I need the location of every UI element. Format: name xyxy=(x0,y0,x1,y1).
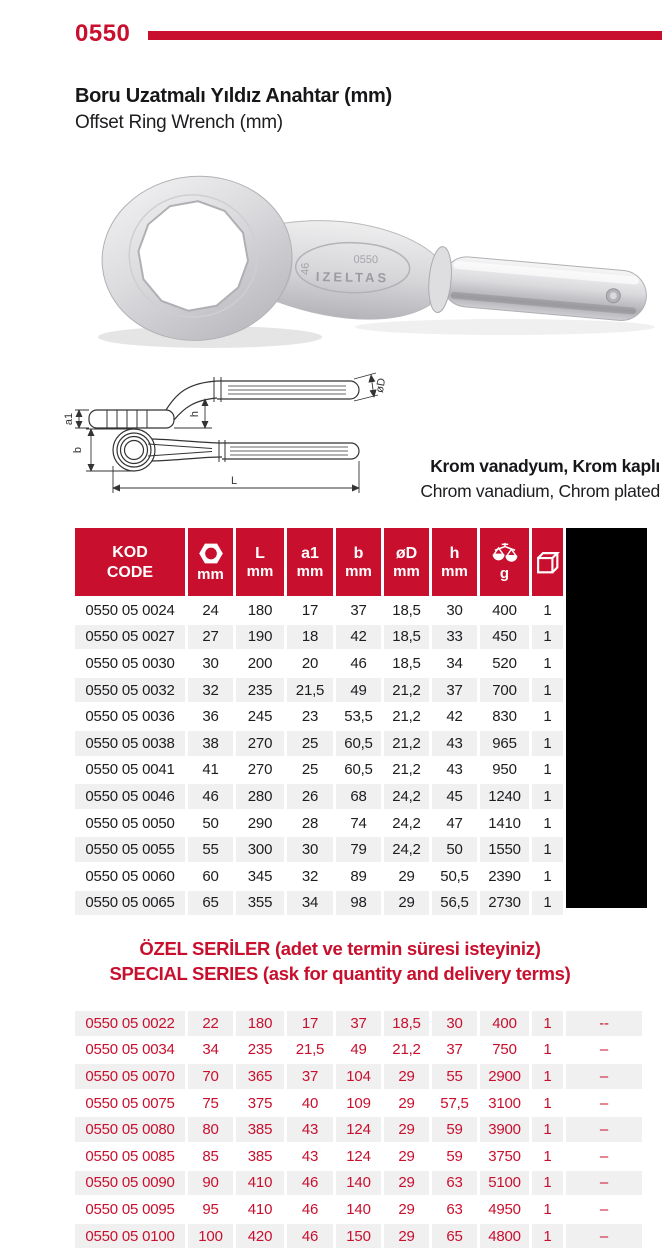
row-code-cell: 0550 05 0022 xyxy=(75,1011,185,1036)
row-value-cell: 36 xyxy=(188,704,233,729)
row-code-cell: 0550 05 0024 xyxy=(75,598,185,623)
row-value-cell: 1410 xyxy=(480,811,529,836)
special-series-table xyxy=(75,1011,642,1248)
row-value-cell: 50 xyxy=(432,837,477,862)
row-value-cell: 98 xyxy=(336,891,381,916)
row-value-cell: 1 xyxy=(532,1224,563,1249)
special-heading-en: SPECIAL SERIES (ask for quantity and delivery terms) xyxy=(109,963,571,984)
row-value-cell: 27 xyxy=(188,625,233,650)
row-value-cell: 1 xyxy=(532,1171,563,1196)
row-value-cell: 1 xyxy=(532,1038,563,1063)
row-value-cell: 29 xyxy=(384,1224,429,1249)
row-value-cell: 1 xyxy=(532,651,563,676)
row-value-cell: 65 xyxy=(432,1224,477,1249)
header-packaging xyxy=(532,528,563,596)
row-value-cell: 25 xyxy=(287,758,333,783)
row-code-cell: 0550 05 0046 xyxy=(75,784,185,809)
row-value-cell: 37 xyxy=(336,598,381,623)
row-value-cell: 37 xyxy=(287,1064,333,1089)
dim-label-a1: a1 xyxy=(63,412,75,426)
row-value-cell: 59 xyxy=(432,1117,477,1142)
row-value-cell: 18,5 xyxy=(384,651,429,676)
row-value-cell: 30 xyxy=(188,651,233,676)
row-value-cell: 180 xyxy=(236,1011,284,1036)
row-value-cell: 95 xyxy=(188,1197,233,1222)
row-value-cell: 520 xyxy=(480,651,529,676)
row-value-cell: 750 xyxy=(480,1038,529,1063)
row-value-cell: 2900 xyxy=(480,1064,529,1089)
row-value-cell: 124 xyxy=(336,1117,381,1142)
row-value-cell: 29 xyxy=(384,891,429,916)
row-value-cell: 1240 xyxy=(480,784,529,809)
header-size: mm xyxy=(188,528,233,596)
row-value-cell: 21,2 xyxy=(384,758,429,783)
row-value-cell: 30 xyxy=(432,1011,477,1036)
special-table-body xyxy=(75,1011,642,1248)
row-value-cell: 33 xyxy=(432,625,477,650)
row-value-cell: 1 xyxy=(532,1064,563,1089)
row-value-cell: 29 xyxy=(384,1171,429,1196)
material-tr: Krom vanadyum, Krom kaplı xyxy=(430,456,660,476)
row-value-cell: – xyxy=(566,1144,642,1169)
row-value-cell: 23 xyxy=(287,704,333,729)
row-value-cell: 21,2 xyxy=(384,704,429,729)
row-value-cell: 46 xyxy=(287,1171,333,1196)
row-code-cell: 0550 05 0090 xyxy=(75,1171,185,1196)
row-code-cell: 0550 05 0080 xyxy=(75,1117,185,1142)
main-table-body xyxy=(75,598,563,915)
material-note xyxy=(300,454,660,504)
drawing-ring-side xyxy=(89,410,174,428)
row-value-cell: 1 xyxy=(532,758,563,783)
row-value-cell: 80 xyxy=(188,1117,233,1142)
row-value-cell: 24 xyxy=(188,598,233,623)
dim-label-b: b xyxy=(72,446,84,454)
header-L: L mm xyxy=(236,528,284,596)
special-heading-tr: ÖZEL SERİLER (adet ve termin süresi isteyiniz) xyxy=(139,938,541,959)
row-code-cell: 0550 05 0032 xyxy=(75,678,185,703)
header-rule xyxy=(148,31,662,40)
row-value-cell: 79 xyxy=(336,837,381,862)
row-value-cell: 63 xyxy=(432,1171,477,1196)
row-value-cell: 290 xyxy=(236,811,284,836)
row-value-cell: 30 xyxy=(432,598,477,623)
row-value-cell: 29 xyxy=(384,1064,429,1089)
row-value-cell: 29 xyxy=(384,1117,429,1142)
row-value-cell: 74 xyxy=(336,811,381,836)
row-code-cell: 0550 05 0070 xyxy=(75,1064,185,1089)
row-value-cell: 365 xyxy=(236,1064,284,1089)
row-value-cell: 355 xyxy=(236,891,284,916)
row-code-cell: 0550 05 0055 xyxy=(75,837,185,862)
row-value-cell: 46 xyxy=(287,1224,333,1249)
row-value-cell: 24,2 xyxy=(384,784,429,809)
row-value-cell: 280 xyxy=(236,784,284,809)
row-value-cell: 345 xyxy=(236,864,284,889)
row-code-cell: 0550 05 0036 xyxy=(75,704,185,729)
row-value-cell: 18,5 xyxy=(384,625,429,650)
row-value-cell: 1 xyxy=(532,837,563,862)
row-value-cell: 40 xyxy=(287,1091,333,1116)
row-value-cell: 385 xyxy=(236,1144,284,1169)
row-code-cell: 0550 05 0027 xyxy=(75,625,185,650)
row-value-cell: 3750 xyxy=(480,1144,529,1169)
dim-label-oD: øD xyxy=(373,377,389,394)
row-value-cell: 18 xyxy=(287,625,333,650)
row-value-cell: 29 xyxy=(384,1091,429,1116)
row-value-cell: 1 xyxy=(532,625,563,650)
page-code: 0550 xyxy=(75,20,131,47)
row-value-cell: 420 xyxy=(236,1224,284,1249)
stamp-size: 46 xyxy=(299,262,312,276)
row-value-cell: 63 xyxy=(432,1197,477,1222)
header-weight: g xyxy=(480,528,529,596)
row-value-cell: 270 xyxy=(236,731,284,756)
spec-table-header xyxy=(75,528,563,596)
hex-nut-icon xyxy=(198,542,224,565)
row-value-cell: 700 xyxy=(480,678,529,703)
row-value-cell: 190 xyxy=(236,625,284,650)
row-value-cell: 46 xyxy=(188,784,233,809)
row-value-cell: 20 xyxy=(287,651,333,676)
row-value-cell: 43 xyxy=(432,731,477,756)
spec-table xyxy=(75,528,563,915)
row-value-cell: 75 xyxy=(188,1091,233,1116)
row-value-cell: 1550 xyxy=(480,837,529,862)
row-value-cell: 21,2 xyxy=(384,1038,429,1063)
row-value-cell: 100 xyxy=(188,1224,233,1249)
row-value-cell: 140 xyxy=(336,1197,381,1222)
row-value-cell: 235 xyxy=(236,678,284,703)
row-value-cell: 65 xyxy=(188,891,233,916)
row-value-cell: 22 xyxy=(188,1011,233,1036)
row-value-cell: 89 xyxy=(336,864,381,889)
dim-label-h: h xyxy=(189,410,201,418)
row-value-cell: 38 xyxy=(188,731,233,756)
row-value-cell: 50,5 xyxy=(432,864,477,889)
row-value-cell: 21,2 xyxy=(384,731,429,756)
row-value-cell: 60,5 xyxy=(336,758,381,783)
row-value-cell: 270 xyxy=(236,758,284,783)
row-value-cell: 90 xyxy=(188,1171,233,1196)
row-value-cell: 400 xyxy=(480,598,529,623)
row-value-cell: 2390 xyxy=(480,864,529,889)
row-value-cell: 49 xyxy=(336,678,381,703)
row-value-cell: 950 xyxy=(480,758,529,783)
row-value-cell: 1 xyxy=(532,1091,563,1116)
row-value-cell: – xyxy=(566,1224,642,1249)
product-title-tr: Boru Uzatmalı Yıldız Anahtar (mm) xyxy=(75,85,392,107)
row-value-cell: 17 xyxy=(287,1011,333,1036)
row-value-cell: – xyxy=(566,1038,642,1063)
row-value-cell: 235 xyxy=(236,1038,284,1063)
row-value-cell: 1 xyxy=(532,891,563,916)
row-value-cell: 4950 xyxy=(480,1197,529,1222)
product-photo-wrench xyxy=(85,166,660,358)
row-value-cell: 68 xyxy=(336,784,381,809)
row-code-cell: 0550 05 0034 xyxy=(75,1038,185,1063)
row-value-cell: 41 xyxy=(188,758,233,783)
row-value-cell: 25 xyxy=(287,731,333,756)
row-value-cell: 37 xyxy=(336,1011,381,1036)
row-value-cell: 24,2 xyxy=(384,811,429,836)
row-value-cell: 60 xyxy=(188,864,233,889)
row-value-cell: 45 xyxy=(432,784,477,809)
row-value-cell: 21,5 xyxy=(287,678,333,703)
row-value-cell: – xyxy=(566,1064,642,1089)
row-value-cell: 26 xyxy=(287,784,333,809)
row-value-cell: 43 xyxy=(287,1144,333,1169)
scales-icon xyxy=(490,542,520,564)
drawing-ring-top xyxy=(113,429,155,471)
row-value-cell: 49 xyxy=(336,1038,381,1063)
row-value-cell: 375 xyxy=(236,1091,284,1116)
row-value-cell: 34 xyxy=(432,651,477,676)
header-a1: a1 mm xyxy=(287,528,333,596)
row-value-cell: – xyxy=(566,1197,642,1222)
row-code-cell: 0550 05 0075 xyxy=(75,1091,185,1116)
dim-label-L: L xyxy=(230,475,238,487)
row-value-cell: 1 xyxy=(532,731,563,756)
row-value-cell: 4800 xyxy=(480,1224,529,1249)
row-value-cell: 200 xyxy=(236,651,284,676)
package-icon xyxy=(535,550,560,575)
row-code-cell: 0550 05 0041 xyxy=(75,758,185,783)
row-value-cell: 1 xyxy=(532,811,563,836)
row-value-cell: 42 xyxy=(336,625,381,650)
header-oD: øD mm xyxy=(384,528,429,596)
row-value-cell: 53,5 xyxy=(336,704,381,729)
row-value-cell: 37 xyxy=(432,1038,477,1063)
row-value-cell: 28 xyxy=(287,811,333,836)
row-value-cell: 43 xyxy=(287,1117,333,1142)
row-value-cell: 57,5 xyxy=(432,1091,477,1116)
row-value-cell: – xyxy=(566,1171,642,1196)
row-value-cell: 965 xyxy=(480,731,529,756)
row-value-cell: 1 xyxy=(532,784,563,809)
row-value-cell: – xyxy=(566,1117,642,1142)
row-value-cell: 385 xyxy=(236,1117,284,1142)
header-b: b mm xyxy=(336,528,381,596)
row-value-cell: 140 xyxy=(336,1171,381,1196)
row-value-cell: 1 xyxy=(532,864,563,889)
row-value-cell: 43 xyxy=(432,758,477,783)
row-value-cell: 50 xyxy=(188,811,233,836)
row-code-cell: 0550 05 0038 xyxy=(75,731,185,756)
row-value-cell: 46 xyxy=(336,651,381,676)
row-value-cell: 1 xyxy=(532,598,563,623)
row-code-cell: 0550 05 0050 xyxy=(75,811,185,836)
row-value-cell: 1 xyxy=(532,704,563,729)
row-value-cell: 47 xyxy=(432,811,477,836)
row-value-cell: 85 xyxy=(188,1144,233,1169)
header-code: KOD CODE xyxy=(75,528,185,596)
row-value-cell: 1 xyxy=(532,1197,563,1222)
row-value-cell: 124 xyxy=(336,1144,381,1169)
row-value-cell: 180 xyxy=(236,598,284,623)
row-value-cell: 70 xyxy=(188,1064,233,1089)
row-value-cell: 56,5 xyxy=(432,891,477,916)
product-title-en: Offset Ring Wrench (mm) xyxy=(75,112,283,133)
row-value-cell: 104 xyxy=(336,1064,381,1089)
row-value-cell: 5100 xyxy=(480,1171,529,1196)
row-value-cell: 150 xyxy=(336,1224,381,1249)
row-value-cell: 46 xyxy=(287,1197,333,1222)
row-value-cell: 24,2 xyxy=(384,837,429,862)
special-series-heading xyxy=(40,936,640,986)
row-value-cell: 400 xyxy=(480,1011,529,1036)
row-value-cell: 18,5 xyxy=(384,1011,429,1036)
row-code-cell: 0550 05 0060 xyxy=(75,864,185,889)
row-value-cell: 830 xyxy=(480,704,529,729)
row-value-cell: 1 xyxy=(532,1011,563,1036)
black-side-panel xyxy=(566,528,647,908)
stamp-code: 0550 xyxy=(353,253,379,267)
row-value-cell: 34 xyxy=(287,891,333,916)
row-value-cell: 29 xyxy=(384,1197,429,1222)
header-h: h mm xyxy=(432,528,477,596)
row-value-cell: 37 xyxy=(432,678,477,703)
row-value-cell: 55 xyxy=(188,837,233,862)
row-value-cell: 3100 xyxy=(480,1091,529,1116)
row-value-cell: 2730 xyxy=(480,891,529,916)
row-value-cell: 42 xyxy=(432,704,477,729)
row-value-cell: 60,5 xyxy=(336,731,381,756)
row-value-cell: 21,2 xyxy=(384,678,429,703)
row-value-cell: 18,5 xyxy=(384,598,429,623)
row-code-cell: 0550 05 0065 xyxy=(75,891,185,916)
row-code-cell: 0550 05 0030 xyxy=(75,651,185,676)
row-code-cell: 0550 05 0100 xyxy=(75,1224,185,1249)
row-code-cell: 0550 05 0085 xyxy=(75,1144,185,1169)
row-value-cell: 17 xyxy=(287,598,333,623)
stamp-brand: IZELTAS xyxy=(315,269,390,286)
row-value-cell: 245 xyxy=(236,704,284,729)
row-value-cell: 21,5 xyxy=(287,1038,333,1063)
row-value-cell: 29 xyxy=(384,1144,429,1169)
row-value-cell: 410 xyxy=(236,1197,284,1222)
row-value-cell: 410 xyxy=(236,1171,284,1196)
row-value-cell: 32 xyxy=(287,864,333,889)
row-value-cell: 1 xyxy=(532,1144,563,1169)
row-value-cell: 109 xyxy=(336,1091,381,1116)
row-value-cell: 300 xyxy=(236,837,284,862)
row-value-cell: -- xyxy=(566,1011,642,1036)
row-value-cell: 1 xyxy=(532,1117,563,1142)
material-en: Chrom vanadium, Chrom plated xyxy=(420,481,660,501)
row-code-cell: 0550 05 0095 xyxy=(75,1197,185,1222)
row-value-cell: 59 xyxy=(432,1144,477,1169)
row-value-cell: – xyxy=(566,1091,642,1116)
row-value-cell: 34 xyxy=(188,1038,233,1063)
row-value-cell: 55 xyxy=(432,1064,477,1089)
row-value-cell: 450 xyxy=(480,625,529,650)
row-value-cell: 3900 xyxy=(480,1117,529,1142)
row-value-cell: 1 xyxy=(532,678,563,703)
row-value-cell: 29 xyxy=(384,864,429,889)
row-value-cell: 32 xyxy=(188,678,233,703)
row-value-cell: 30 xyxy=(287,837,333,862)
